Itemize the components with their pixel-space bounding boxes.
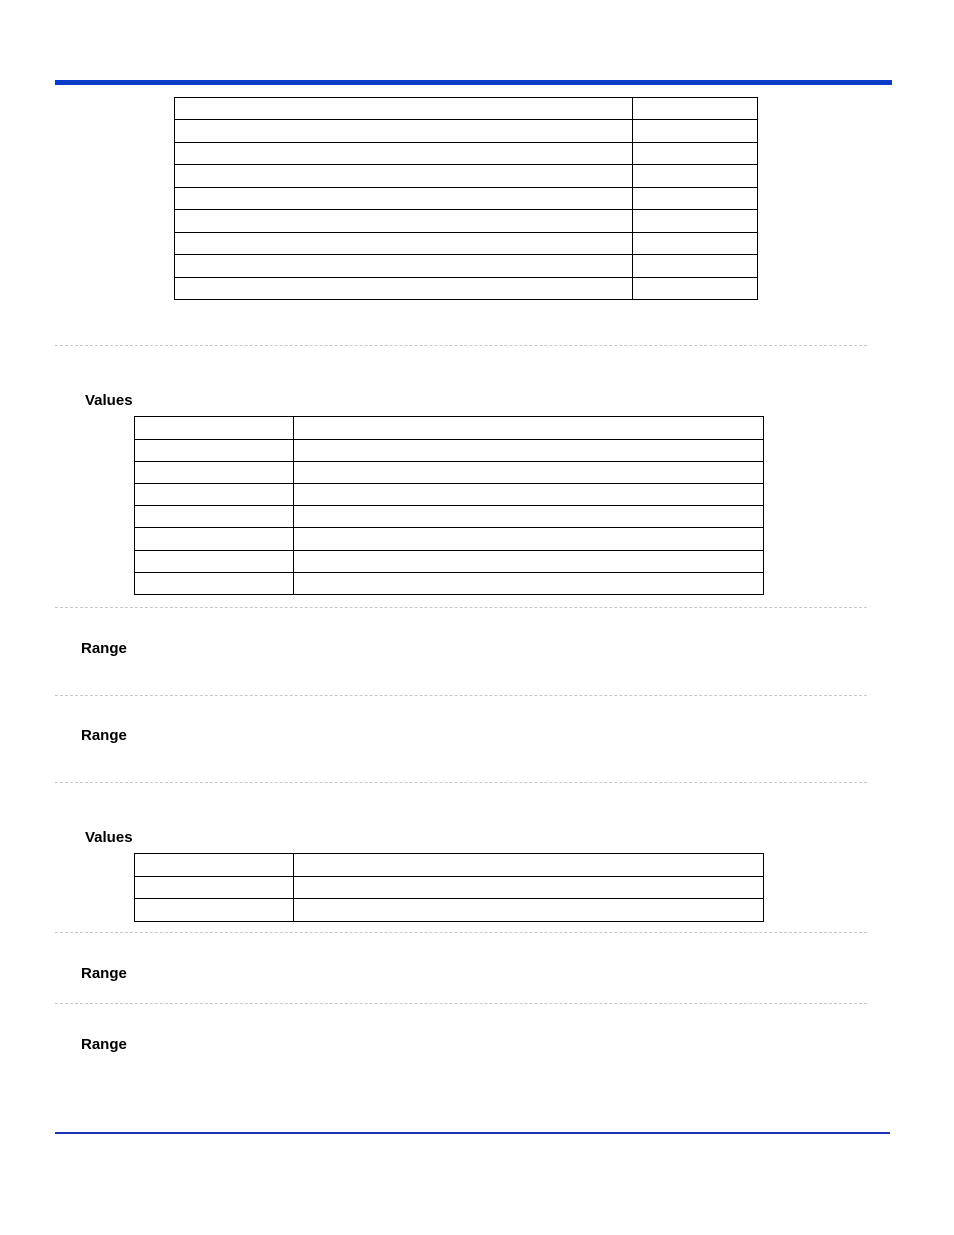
- table-cell: [633, 143, 758, 165]
- section-divider: [55, 345, 867, 346]
- table-row: [175, 98, 758, 120]
- table-cell: [633, 233, 758, 255]
- table-row: [175, 120, 758, 143]
- table-cell: [175, 255, 633, 278]
- table-row: [135, 854, 764, 877]
- range-heading: Range: [81, 727, 127, 744]
- table-row: [135, 484, 764, 506]
- table-row: [175, 210, 758, 233]
- range-heading: Range: [81, 1036, 127, 1053]
- table-cell: [633, 255, 758, 278]
- values-table: [134, 416, 764, 595]
- table-cell: [135, 899, 294, 922]
- section-divider: [55, 1003, 867, 1004]
- values-heading: Values: [85, 392, 133, 409]
- table-cell: [294, 899, 764, 922]
- range-heading: Range: [81, 965, 127, 982]
- values-table: [134, 853, 764, 922]
- table-cell: [135, 528, 294, 551]
- range-heading: Range: [81, 640, 127, 657]
- table-row: [175, 233, 758, 255]
- table-row: [135, 506, 764, 528]
- table-cell: [294, 551, 764, 573]
- table-row: [135, 899, 764, 922]
- table-cell: [294, 506, 764, 528]
- table-cell: [175, 210, 633, 233]
- table-cell: [175, 143, 633, 165]
- table-cell: [294, 417, 764, 440]
- table-cell: [175, 233, 633, 255]
- table-cell: [135, 484, 294, 506]
- footer-rule: [55, 1132, 890, 1134]
- table-cell: [175, 98, 633, 120]
- table-row: [135, 440, 764, 462]
- table-cell: [135, 551, 294, 573]
- table-cell: [135, 854, 294, 877]
- table-row: [175, 165, 758, 188]
- section-divider: [55, 607, 867, 608]
- table-cell: [294, 573, 764, 595]
- table-cell: [294, 484, 764, 506]
- table-cell: [294, 877, 764, 899]
- table-cell: [633, 165, 758, 188]
- table-cell: [294, 528, 764, 551]
- table-row: [175, 188, 758, 210]
- table-cell: [633, 278, 758, 300]
- section-divider: [55, 932, 867, 933]
- table-cell: [135, 506, 294, 528]
- table-row: [175, 143, 758, 165]
- table-row: [175, 255, 758, 278]
- table-cell: [175, 165, 633, 188]
- table-row: [135, 877, 764, 899]
- table-row: [135, 528, 764, 551]
- table-cell: [135, 417, 294, 440]
- table-cell: [633, 210, 758, 233]
- table-cell: [135, 440, 294, 462]
- table-cell: [175, 278, 633, 300]
- table-row: [135, 462, 764, 484]
- section-divider: [55, 782, 867, 783]
- header-rule: [55, 80, 892, 85]
- table-cell: [135, 462, 294, 484]
- table-cell: [135, 573, 294, 595]
- top-table: [174, 97, 758, 300]
- table-cell: [294, 440, 764, 462]
- table-row: [135, 417, 764, 440]
- table-cell: [633, 120, 758, 143]
- table-cell: [294, 462, 764, 484]
- table-cell: [175, 188, 633, 210]
- table-cell: [175, 120, 633, 143]
- table-cell: [135, 877, 294, 899]
- section-divider: [55, 695, 867, 696]
- table-row: [135, 573, 764, 595]
- table-cell: [294, 854, 764, 877]
- table-cell: [633, 98, 758, 120]
- values-heading: Values: [85, 829, 133, 846]
- table-row: [135, 551, 764, 573]
- table-cell: [633, 188, 758, 210]
- table-row: [175, 278, 758, 300]
